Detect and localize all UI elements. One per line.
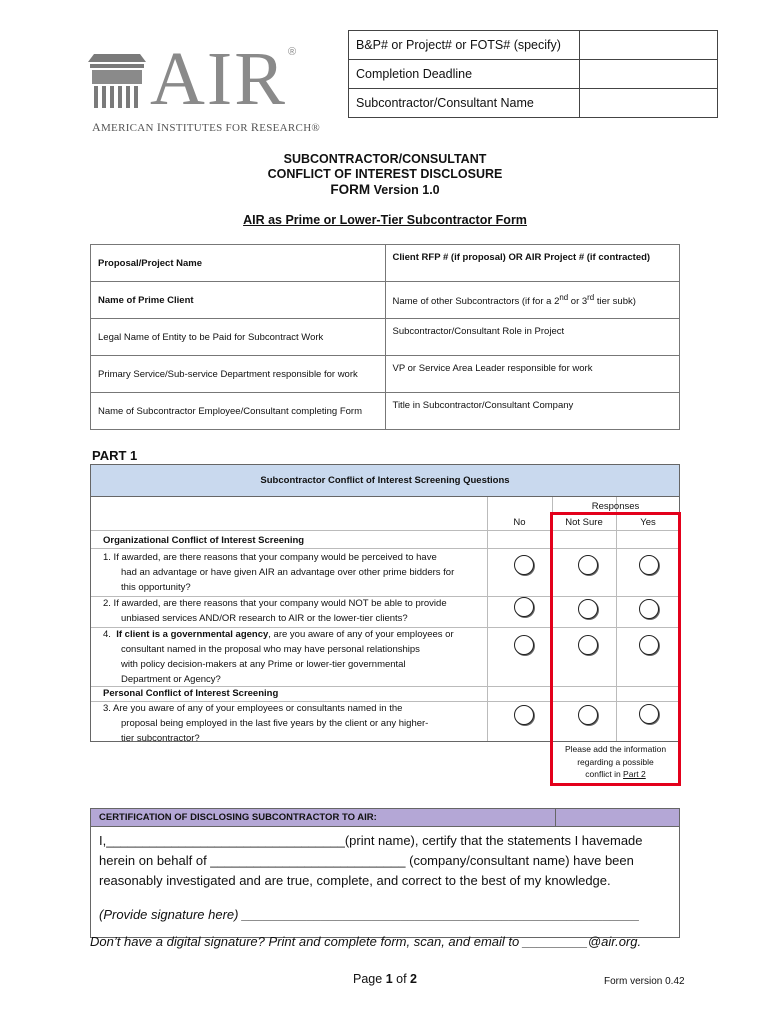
question-line: 1. If awarded, are there reasons that your company would be perceived to have bbox=[103, 552, 437, 563]
question-line: had an advantage or have given AIR an advantage over other prime bidders for bbox=[121, 567, 455, 578]
form-subtitle: AIR as Prime or Lower-Tier Subcontractor Form bbox=[243, 213, 527, 227]
total-pages: 2 bbox=[410, 972, 417, 986]
logo-subtitle: AMERICAN INSTITUTES FOR RESEARCH® bbox=[92, 120, 321, 134]
question-1 bbox=[103, 550, 454, 595]
part2-note bbox=[553, 743, 678, 781]
other-subs-text: Name of other Subcontractors (if for a 2 bbox=[392, 296, 560, 308]
header-row bbox=[349, 31, 718, 60]
other-subcontractors-field[interactable] bbox=[385, 282, 680, 319]
form-title-line-3 bbox=[0, 182, 770, 197]
form-version-footer: Form version 0.42 bbox=[604, 976, 685, 987]
q3-no-radio[interactable] bbox=[514, 705, 534, 725]
question-line: 3. Are you aware of any of your employees or consultants named in the bbox=[103, 703, 403, 714]
part2-link[interactable]: Part 2 bbox=[623, 769, 646, 779]
note-line: regarding a possible bbox=[577, 756, 654, 767]
divider bbox=[487, 497, 488, 741]
title-line-1: SUBCONTRACTOR/CONSULTANT bbox=[283, 152, 487, 166]
divider bbox=[555, 809, 556, 827]
question-line: with policy decision-makers at any Prime or lower-tier governmental bbox=[121, 659, 406, 670]
page-of: of bbox=[392, 972, 411, 986]
title-line-2: CONFLICT OF INTEREST DISCLOSURE bbox=[267, 167, 503, 181]
question-line: 2. If awarded, are there reasons that your company would NOT be able to provide bbox=[103, 598, 447, 609]
header-row bbox=[349, 89, 718, 118]
table-row bbox=[91, 282, 680, 319]
question-number: 4. bbox=[103, 629, 111, 640]
question-4 bbox=[103, 627, 454, 687]
question-3 bbox=[103, 701, 428, 746]
question-line: this opportunity? bbox=[121, 582, 191, 593]
project-info-table bbox=[90, 244, 680, 430]
note-line: Please add the information bbox=[564, 744, 667, 754]
subcontractor-role-field[interactable]: Subcontractor/Consultant Role in Project bbox=[385, 319, 680, 356]
digital-signature-note: Don’t have a digital signature? Print and complete form, scan, and email to _________@air.org. bbox=[90, 934, 642, 949]
certification-heading: CERTIFICATION OF DISCLOSING SUBCONTRACTOR TO AIR: bbox=[99, 812, 377, 823]
employee-title-field[interactable]: Title in Subcontractor/Consultant Company bbox=[385, 393, 680, 430]
vp-leader-field[interactable]: VP or Service Area Leader responsible for work bbox=[385, 356, 680, 393]
org-conflict-heading: Organizational Conflict of Interest Screening bbox=[103, 535, 305, 546]
q2-no-radio[interactable] bbox=[514, 597, 534, 617]
question-emphasis: If client is a governmental agency bbox=[116, 629, 269, 640]
title-line-3: FORM bbox=[330, 182, 371, 197]
proposal-project-name-field[interactable]: Proposal/Project Name bbox=[91, 245, 386, 282]
header-info-table bbox=[348, 30, 718, 118]
table-row bbox=[91, 319, 680, 356]
table-row bbox=[91, 393, 680, 430]
completion-deadline-label: Completion Deadline bbox=[349, 60, 580, 89]
logo-wordmark: AIR bbox=[150, 37, 287, 121]
personal-conflict-heading: Personal Conflict of Interest Screening bbox=[103, 688, 279, 699]
certification-statement bbox=[99, 831, 674, 891]
project-number-field[interactable] bbox=[580, 31, 718, 60]
question-line: consultant named in the proposal who may have personal relationships bbox=[121, 644, 420, 655]
employee-name-field[interactable]: Name of Subcontractor Employee/Consultant completing Form bbox=[91, 393, 386, 430]
project-number-label: B&P# or Project# or FOTS# (specify) bbox=[349, 31, 580, 60]
responses-header: Responses bbox=[591, 501, 640, 512]
other-subs-text: or 3 bbox=[568, 296, 588, 308]
certification-text: reasonably investigated and are true, complete, and correct to the best of my knowledge. bbox=[99, 873, 611, 888]
certification-section bbox=[90, 808, 680, 938]
signature-line[interactable]: (Provide signature here) _______________________________________________________ bbox=[99, 907, 640, 922]
air-logo bbox=[88, 37, 321, 134]
option-no-header: No bbox=[513, 517, 526, 528]
question-line: proposal being employed in the last five years by the client or any higher- bbox=[121, 718, 429, 729]
prime-client-field[interactable]: Name of Prime Client bbox=[91, 282, 386, 319]
subcontractor-name-field[interactable] bbox=[580, 89, 718, 118]
form-title bbox=[0, 152, 770, 182]
table-row bbox=[91, 356, 680, 393]
legal-entity-name-field[interactable]: Legal Name of Entity to be Paid for Subcontract Work bbox=[91, 319, 386, 356]
primary-service-field[interactable]: Primary Service/Sub-service Department responsible for work bbox=[91, 356, 386, 393]
table-row bbox=[91, 245, 680, 282]
header-row bbox=[349, 60, 718, 89]
q1-no-radio[interactable] bbox=[514, 555, 534, 575]
question-line: , are you aware of any of your employees or bbox=[268, 629, 454, 640]
completion-deadline-field[interactable] bbox=[580, 60, 718, 89]
form-version: Version 1.0 bbox=[373, 183, 440, 197]
superscript: nd bbox=[559, 292, 569, 302]
option-not-sure-header: Not Sure bbox=[565, 517, 603, 528]
question-line: Department or Agency? bbox=[121, 674, 221, 685]
company-name-line[interactable]: herein on behalf of ___________________________ (company/consultant name) have been bbox=[99, 853, 634, 868]
certification-header bbox=[91, 809, 679, 827]
superscript: rd bbox=[587, 292, 595, 302]
page-label: Page bbox=[353, 972, 386, 986]
part1-heading: PART 1 bbox=[92, 448, 138, 463]
logo-registered-mark: ® bbox=[288, 46, 297, 58]
question-line: tier subcontractor? bbox=[121, 733, 200, 744]
question-line: unbiased services AND/OR research to AIR or the lower-tier clients? bbox=[121, 613, 408, 624]
q4-no-radio[interactable] bbox=[514, 635, 534, 655]
other-subs-text: tier subk) bbox=[594, 296, 636, 308]
pillars-icon bbox=[88, 50, 146, 112]
print-name-line[interactable]: I,_________________________________(print name), certify that the statements I havemade bbox=[99, 833, 643, 848]
client-rfp-field[interactable]: Client RFP # (if proposal) OR AIR Project # (if contracted) bbox=[385, 245, 680, 282]
screening-table-title: Subcontractor Conflict of Interest Screening Questions bbox=[91, 465, 679, 497]
note-line: conflict in bbox=[585, 769, 624, 779]
question-2 bbox=[103, 596, 447, 626]
current-page: 1 bbox=[385, 972, 393, 986]
option-yes-header: Yes bbox=[640, 517, 656, 528]
subcontractor-name-label: Subcontractor/Consultant Name bbox=[349, 89, 580, 118]
